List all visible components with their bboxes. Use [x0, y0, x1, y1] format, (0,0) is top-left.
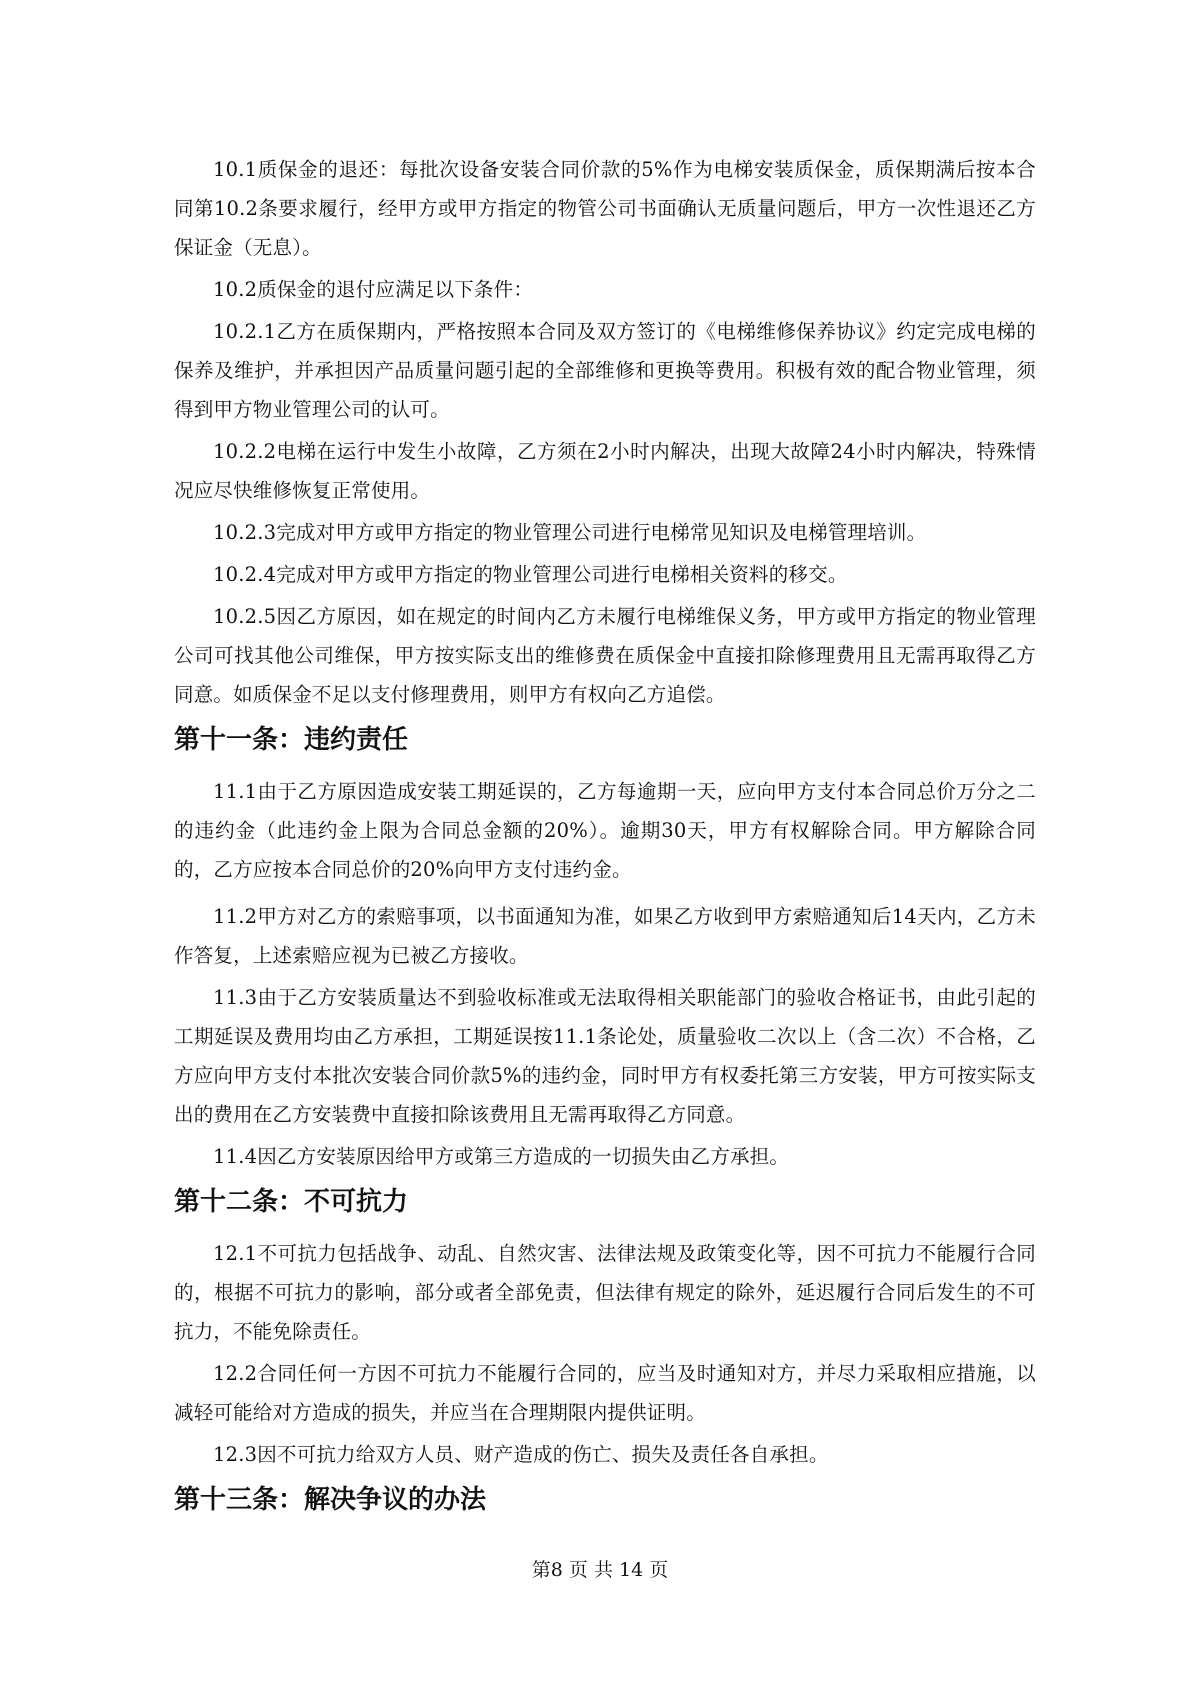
clause-11-3: 11.3由于乙方安装质量达不到验收标准或无法取得相关职能部门的验收合格证书，由此引起的工期延误及费用均由乙方承担，工期延误按11.1条论处，质量验收二次以上（含二次）不合格，乙方应向甲方支付本批次安装合同价款5%的违约金，同时甲方有权委托第三方安装，甲方可按实际支出的费用在乙方安装费中直接扣除该费用且无需再取得乙方同意。 — [174, 986, 1036, 1126]
article-11-heading: 第十一条：违约责任 — [174, 725, 409, 755]
page-number-footer: 第8 页 共 14 页 — [531, 1559, 669, 1581]
clause-12-2: 12.2合同任何一方因不可抗力不能履行合同的，应当及时通知对方，并尽力采取相应措施，以减轻可能给对方造成的损失，并应当在合理期限内提供证明。 — [174, 1362, 1036, 1424]
document-body — [174, 150, 1036, 1532]
clause-10-2-3: 10.2.3完成对甲方或甲方指定的物业管理公司进行电梯常见知识及电梯管理培训。 — [213, 521, 927, 544]
clause-12-1: 12.1不可抗力包括战争、动乱、自然灾害、法律法规及政策变化等，因不可抗力不能履行合同的，根据不可抗力的影响，部分或者全部免责，但法律有规定的除外，延迟履行合同后发生的不可抗力，不能免除责任。 — [174, 1242, 1036, 1343]
clause-10-2-4: 10.2.4完成对甲方或甲方指定的物业管理公司进行电梯相关资料的移交。 — [213, 563, 848, 586]
clause-10-2-5: 10.2.5因乙方原因，如在规定的时间内乙方未履行电梯维保义务，甲方或甲方指定的物业管理公司可找其他公司维保，甲方按实际支出的维修费在质保金中直接扣除修理费用且无需再取得乙方同意。如质保金不足以支付修理费用，则甲方有权向乙方追偿。 — [174, 605, 1036, 706]
clause-10-1: 10.1质保金的退还：每批次设备安装合同价款的5%作为电梯安装质保金，质保期满后按本合同第10.2条要求履行，经甲方或甲方指定的物管公司书面确认无质量问题后，甲方一次性退还乙方保证金（无息）。 — [174, 158, 1036, 259]
clause-11-1: 11.1由于乙方原因造成安装工期延误的，乙方每逾期一天，应向甲方支付本合同总价万分之二的违约金（此违约金上限为合同总金额的20%）。逾期30天，甲方有权解除合同。甲方解除合同的，乙方应按本合同总价的20%向甲方支付违约金。 — [174, 780, 1036, 881]
clause-10-2: 10.2质保金的退付应满足以下条件： — [213, 278, 534, 301]
article-13-heading: 第十三条：解决争议的办法 — [174, 1485, 487, 1515]
clause-10-2-1: 10.2.1乙方在质保期内，严格按照本合同及双方签订的《电梯维修保养协议》约定完成电梯的保养及维护，并承担因产品质量问题引起的全部维修和更换等费用。积极有效的配合物业管理，须得到甲方物业管理公司的认可。 — [174, 320, 1036, 421]
clause-12-3: 12.3因不可抗力给双方人员、财产造成的伤亡、损失及责任各自承担。 — [213, 1443, 829, 1466]
article-12-heading: 第十二条：不可抗力 — [174, 1187, 409, 1217]
clause-11-2: 11.2甲方对乙方的索赔事项，以书面通知为准，如果乙方收到甲方索赔通知后14天内，乙方未作答复，上述索赔应视为已被乙方接收。 — [174, 905, 1036, 967]
clause-10-2-2: 10.2.2电梯在运行中发生小故障，乙方须在2小时内解决，出现大故障24小时内解决，特殊情况应尽快维修恢复正常使用。 — [174, 440, 1036, 502]
clause-11-4: 11.4因乙方安装原因给甲方或第三方造成的一切损失由乙方承担。 — [213, 1145, 790, 1168]
